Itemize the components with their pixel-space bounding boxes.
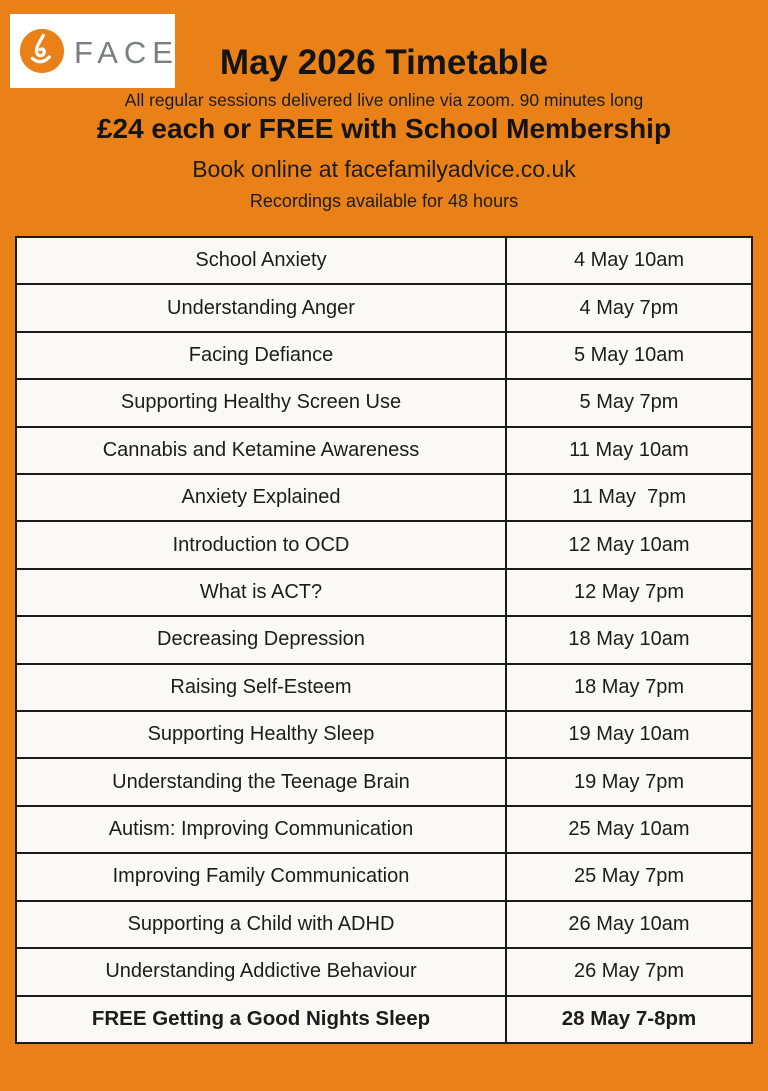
time-cell: 18 May 10am	[568, 628, 690, 651]
time-cell: 25 May 7pm	[573, 865, 685, 888]
time-cell: 26 May 7pm	[573, 960, 685, 983]
time-cell: 4 May 10am	[573, 249, 685, 272]
session-cell: What is ACT?	[17, 570, 507, 615]
session-cell: School Anxiety	[17, 238, 507, 283]
table-row	[17, 854, 751, 901]
time-cell: 11 May 10am	[569, 438, 689, 461]
table-row	[17, 665, 751, 712]
table-row	[17, 333, 751, 380]
table-row	[17, 475, 751, 522]
table-row	[17, 807, 751, 854]
table-row	[17, 949, 751, 996]
session-cell: Understanding the Teenage Brain	[17, 759, 507, 804]
table-row	[17, 428, 751, 475]
table-row	[17, 997, 751, 1042]
table-row	[17, 902, 751, 949]
time-cell: 19 May 7pm	[573, 770, 685, 793]
session-cell: Supporting Healthy Sleep	[17, 712, 507, 757]
session-cell: Supporting a Child with ADHD	[17, 902, 507, 947]
table-row	[17, 238, 751, 285]
recordings-line: Recordings available for 48 hours	[249, 191, 519, 211]
timetable	[15, 236, 753, 1044]
session-cell: Supporting Healthy Screen Use	[17, 380, 507, 425]
table-row	[17, 522, 751, 569]
booking-line: Book online at facefamilyadvice.co.uk	[192, 156, 576, 182]
sessions-info-line: All regular sessions delivered live online via zoom. 90 minutes long	[124, 90, 644, 110]
time-cell: 18 May 7pm	[573, 675, 685, 698]
face-logo-text: FACE	[74, 34, 179, 70]
time-cell: 11 May 7pm	[571, 486, 687, 509]
page-title: May 2026 Timetable	[219, 43, 549, 82]
table-row	[17, 285, 751, 332]
table-row	[17, 570, 751, 617]
time-cell: 12 May 7pm	[573, 581, 685, 604]
session-cell: Autism: Improving Communication	[17, 807, 507, 852]
table-row	[17, 380, 751, 427]
table-row	[17, 759, 751, 806]
session-cell: Understanding Addictive Behaviour	[17, 949, 507, 994]
session-cell: Raising Self-Esteem	[17, 665, 507, 710]
session-cell: Decreasing Depression	[17, 617, 507, 662]
session-cell: Facing Defiance	[17, 333, 507, 378]
time-cell: 26 May 10am	[568, 912, 690, 935]
session-cell: Understanding Anger	[17, 285, 507, 330]
time-cell: 4 May 7pm	[579, 296, 679, 319]
table-row	[17, 712, 751, 759]
session-cell: Cannabis and Ketamine Awareness	[17, 428, 507, 473]
time-cell: 5 May 10am	[573, 344, 685, 367]
session-cell: Improving Family Communication	[17, 854, 507, 899]
session-cell: Anxiety Explained	[17, 475, 507, 520]
session-cell: FREE Getting a Good Nights Sleep	[17, 997, 507, 1042]
price-line: £24 each or FREE with School Membership	[96, 113, 672, 144]
time-cell: 5 May 7pm	[579, 391, 679, 414]
time-cell: 28 May 7-8pm	[561, 1007, 697, 1031]
time-cell: 19 May 10am	[568, 723, 690, 746]
time-cell: 12 May 10am	[568, 533, 690, 556]
table-row	[17, 617, 751, 664]
session-cell: Introduction to OCD	[17, 522, 507, 567]
time-cell: 25 May 10am	[568, 818, 690, 841]
